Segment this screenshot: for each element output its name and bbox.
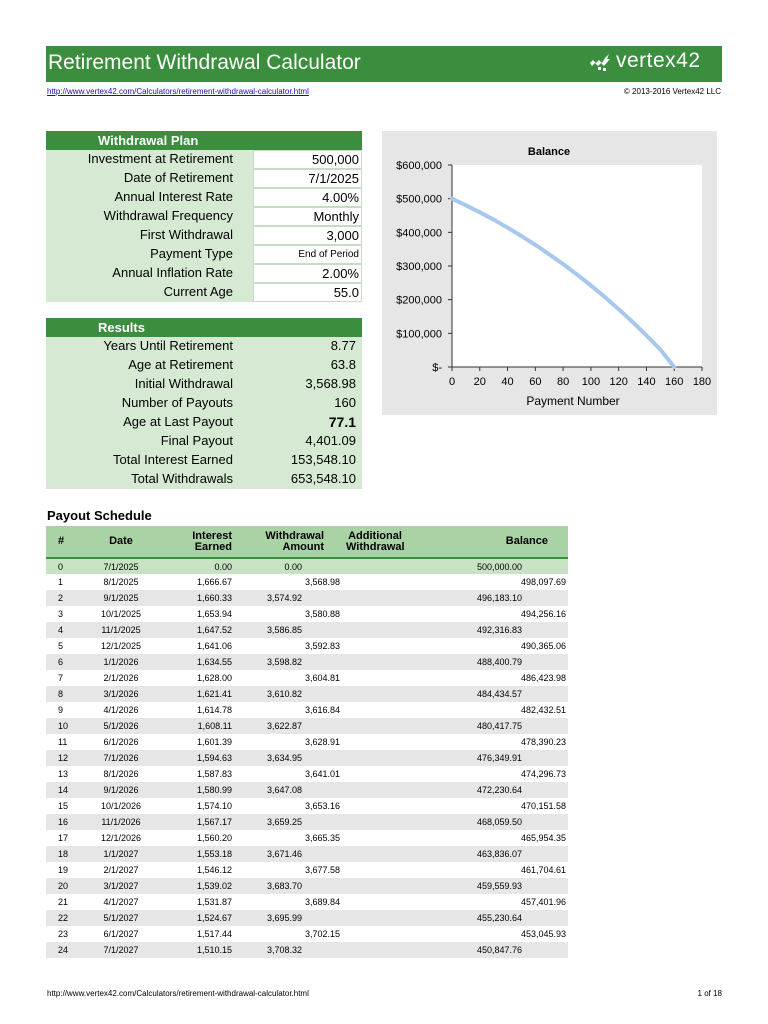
x-tick-label: 140: [637, 376, 656, 388]
balance-chart: [382, 131, 717, 415]
investment-row: [46, 150, 362, 169]
table-row: [46, 670, 568, 686]
row-interest: 1,647.52: [154, 622, 238, 638]
row-additional: [342, 670, 408, 686]
row-number: 20: [46, 878, 88, 894]
calculator-url-link[interactable]: http://www.vertex42.com/Calculators/retirement-withdrawal-calculator.html: [47, 87, 309, 96]
y-tick-label: $500,000: [396, 193, 442, 206]
row-date: 11/1/2026: [88, 814, 154, 830]
row-withdrawal: 3,647.08: [238, 782, 342, 798]
row-date: 12/1/2025: [100, 641, 142, 651]
row-date: 6/1/2027: [103, 929, 139, 939]
copyright-notice: © 2013-2016 Vertex42 LLC: [623, 87, 721, 96]
row-additional: [342, 894, 408, 910]
interest-rate-input[interactable]: 4.00%: [253, 188, 362, 207]
col-date-header: Date: [88, 526, 154, 558]
row-additional: [342, 654, 408, 670]
row-withdrawal: 3,580.88: [304, 609, 340, 619]
first-withdrawal-row: [46, 226, 362, 245]
row-withdrawal: 3,695.99: [238, 910, 342, 926]
row-additional: [342, 606, 408, 622]
row-balance: 463,836.07: [408, 846, 568, 862]
x-tick-label: 180: [692, 376, 712, 388]
row-number: 7: [58, 673, 64, 683]
payment-type-label: Payment Type: [150, 246, 233, 261]
row-withdrawal: 3,616.84: [304, 705, 340, 715]
row-number: 24: [46, 942, 88, 958]
table-row: [46, 750, 568, 766]
row-additional: [342, 574, 408, 590]
row-balance: 465,954.35: [520, 833, 566, 843]
row-balance: 459,559.93: [408, 878, 568, 894]
row-interest: 1,574.10: [196, 801, 232, 811]
x-tick-label: 100: [581, 376, 601, 388]
row-date: 10/1/2025: [100, 609, 142, 619]
row-withdrawal: 3,677.58: [304, 865, 340, 875]
result-row: [46, 337, 362, 356]
x-tick-label: 80: [556, 376, 570, 388]
row-balance: 498,097.69: [520, 577, 566, 587]
row-number: 22: [46, 910, 88, 926]
payment-type-select[interactable]: End of Period: [253, 245, 362, 264]
row-number: 14: [46, 782, 88, 798]
inflation-rate-input[interactable]: 2.00%: [253, 264, 362, 283]
row-withdrawal: 3,604.81: [304, 673, 340, 683]
row-number: 18: [46, 846, 88, 862]
row-interest: 1,614.78: [196, 705, 232, 715]
result-value: 8.77: [330, 338, 356, 353]
row-number: 19: [58, 865, 69, 875]
table-row: [46, 926, 568, 942]
table-row: [46, 686, 568, 702]
col-balance-header: Balance: [408, 526, 568, 558]
table-row: [46, 910, 568, 926]
result-label: Total Interest Earned: [113, 452, 233, 467]
withdrawal-plan-panel: [46, 131, 362, 302]
page-title: Retirement Withdrawal Calculator: [48, 51, 361, 74]
row-balance: 474,296.73: [520, 769, 566, 779]
result-value: 153,548.10: [290, 452, 356, 467]
table-row: [46, 558, 568, 574]
result-label: Total Withdrawals: [131, 471, 233, 486]
results-header: Results: [46, 318, 362, 337]
result-value-highlight: 77.1: [328, 414, 356, 430]
row-withdrawal: 3,653.16: [304, 801, 340, 811]
row-date: 4/1/2026: [103, 705, 139, 715]
row-interest: 1,653.94: [196, 609, 232, 619]
row-withdrawal: 3,598.82: [238, 654, 342, 670]
schedule-header-row: [46, 526, 568, 558]
y-tick-label: $100,000: [396, 328, 442, 341]
withdrawal-plan-header: Withdrawal Plan: [46, 131, 362, 150]
withdrawal-frequency-label: Withdrawal Frequency: [103, 208, 233, 223]
result-row: [46, 394, 362, 413]
row-interest: 1,666.67: [196, 577, 232, 587]
x-axis-label: Payment Number: [526, 394, 620, 408]
row-withdrawal: 0.00: [238, 558, 342, 574]
row-date: 9/1/2025: [88, 590, 154, 606]
row-number: 9: [58, 705, 64, 715]
result-label: Years Until Retirement: [103, 338, 233, 353]
current-age-row: [46, 283, 362, 302]
row-balance: 461,704.61: [520, 865, 566, 875]
row-withdrawal: 3,568.98: [304, 577, 340, 587]
results-panel: [46, 318, 362, 489]
row-additional: [342, 750, 408, 766]
row-additional: [342, 782, 408, 798]
result-label: Number of Payouts: [121, 395, 233, 410]
table-row: [46, 894, 568, 910]
result-row: [46, 451, 362, 470]
row-interest: 1,567.17: [154, 814, 238, 830]
row-date: 6/1/2026: [103, 737, 139, 747]
row-balance: 453,045.93: [520, 929, 566, 939]
table-row: [46, 702, 568, 718]
row-number: 4: [46, 622, 88, 638]
row-additional: [342, 766, 408, 782]
table-row: [46, 734, 568, 750]
table-row: [46, 814, 568, 830]
result-label: Final Payout: [160, 433, 233, 448]
row-balance: 486,423.98: [520, 673, 566, 683]
investment-label: Investment at Retirement: [87, 151, 233, 166]
payout-schedule-title: Payout Schedule: [47, 508, 152, 523]
row-additional: [342, 638, 408, 654]
row-withdrawal: 3,634.95: [238, 750, 342, 766]
logo-mark-icon: [588, 54, 612, 74]
retirement-date-input[interactable]: 7/1/2025: [253, 169, 362, 188]
y-tick-label: $400,000: [396, 227, 442, 240]
table-row: [46, 574, 568, 590]
row-additional: [342, 558, 408, 574]
inflation-rate-label: Annual Inflation Rate: [112, 265, 233, 280]
row-interest: 1,510.15: [154, 942, 238, 958]
row-number: 12: [46, 750, 88, 766]
row-number: 5: [58, 641, 64, 651]
current-age-input[interactable]: 55.0: [253, 283, 362, 302]
result-value: 4,401.09: [305, 433, 356, 448]
col-withdrawal-header: Withdrawal Amount: [238, 526, 342, 558]
row-withdrawal: 3,665.35: [304, 833, 340, 843]
row-interest: 1,634.55: [154, 654, 238, 670]
page-number: 1 of 18: [697, 989, 722, 998]
row-interest: 1,560.20: [196, 833, 232, 843]
row-number: 2: [46, 590, 88, 606]
table-row: [46, 782, 568, 798]
table-row: [46, 766, 568, 782]
row-balance: 468,059.50: [408, 814, 568, 830]
row-additional: [342, 814, 408, 830]
table-row: [46, 830, 568, 846]
row-additional: [342, 718, 408, 734]
row-additional: [342, 830, 408, 846]
row-balance: 480,417.75: [408, 718, 568, 734]
retirement-date-row: [46, 169, 362, 188]
row-withdrawal: 3,708.32: [238, 942, 342, 958]
table-row: [46, 622, 568, 638]
row-interest: 1,531.87: [196, 897, 232, 907]
row-number: 0: [46, 558, 88, 574]
row-additional: [342, 798, 408, 814]
first-withdrawal-label: First Withdrawal: [139, 227, 233, 242]
row-interest: 1,553.18: [154, 846, 238, 862]
row-date: 9/1/2026: [88, 782, 154, 798]
row-interest: 1,641.06: [196, 641, 232, 651]
row-additional: [342, 926, 408, 942]
row-number: 3: [58, 609, 64, 619]
col-interest-header: Interest Earned: [154, 526, 238, 558]
row-number: 16: [46, 814, 88, 830]
row-date: 11/1/2025: [88, 622, 154, 638]
col-additional-header: Additional Withdrawal: [342, 526, 408, 558]
row-date: 12/1/2026: [100, 833, 142, 843]
result-row: [46, 356, 362, 375]
row-withdrawal: 3,641.01: [304, 769, 340, 779]
row-date: 1/1/2026: [88, 654, 154, 670]
result-value: 653,548.10: [290, 471, 356, 486]
row-interest: 1,539.02: [154, 878, 238, 894]
row-additional: [342, 702, 408, 718]
first-withdrawal-input[interactable]: 3,000: [253, 226, 362, 245]
result-label: Age at Last Payout: [123, 414, 233, 429]
row-date: 4/1/2027: [103, 897, 139, 907]
x-tick-label: 0: [448, 376, 456, 388]
row-interest: 1,628.00: [196, 673, 232, 683]
row-date: 7/1/2026: [88, 750, 154, 766]
row-date: 7/1/2025: [88, 558, 154, 574]
x-tick-label: 160: [665, 376, 684, 388]
row-date: 5/1/2027: [88, 910, 154, 926]
x-tick-label: 120: [609, 376, 628, 388]
result-label: Age at Retirement: [128, 357, 233, 372]
table-row: [46, 878, 568, 894]
payment-type-row: [46, 245, 362, 264]
table-row: [46, 862, 568, 878]
table-row: [46, 798, 568, 814]
x-tick-label: 60: [529, 376, 542, 388]
row-date: 3/1/2027: [88, 878, 154, 894]
interest-rate-label: Annual Interest Rate: [114, 189, 233, 204]
row-interest: 0.00: [154, 558, 238, 574]
row-number: 8: [46, 686, 88, 702]
row-withdrawal: 3,574.92: [238, 590, 342, 606]
interest-rate-row: [46, 188, 362, 207]
row-number: 21: [58, 897, 69, 907]
row-additional: [342, 862, 408, 878]
retirement-date-label: Date of Retirement: [123, 170, 233, 185]
row-additional: [342, 734, 408, 750]
row-balance: 482,432.51: [520, 705, 566, 715]
row-balance: 450,847.76: [408, 942, 568, 958]
row-date: 1/1/2027: [88, 846, 154, 862]
x-tick-label: 20: [473, 376, 486, 388]
row-interest: 1,621.41: [154, 686, 238, 702]
row-balance: 496,183.10: [408, 590, 568, 606]
withdrawal-frequency-row: [46, 207, 362, 226]
row-interest: 1,608.11: [154, 718, 238, 734]
row-balance: 492,316.83: [408, 622, 568, 638]
row-date: 2/1/2026: [103, 673, 139, 683]
table-row: [46, 846, 568, 862]
row-date: 8/1/2026: [103, 769, 139, 779]
row-balance: 488,400.79: [408, 654, 568, 670]
row-withdrawal: 3,671.46: [238, 846, 342, 862]
row-date: 2/1/2027: [103, 865, 139, 875]
row-withdrawal: 3,659.25: [238, 814, 342, 830]
row-number: 13: [58, 769, 69, 779]
row-date: 7/1/2027: [88, 942, 154, 958]
row-withdrawal: 3,610.82: [238, 686, 342, 702]
result-row: [46, 432, 362, 451]
title-bar: [46, 46, 722, 82]
logo-text: vertex42: [616, 49, 701, 72]
inflation-rate-row: [46, 264, 362, 283]
row-additional: [342, 686, 408, 702]
row-interest: 1,580.99: [154, 782, 238, 798]
row-balance: 484,434.57: [408, 686, 568, 702]
table-row: [46, 638, 568, 654]
table-row: [46, 718, 568, 734]
row-number: 6: [46, 654, 88, 670]
row-interest: 1,601.39: [196, 737, 232, 747]
row-number: 15: [58, 801, 69, 811]
row-interest: 1,594.63: [154, 750, 238, 766]
result-row: [46, 375, 362, 394]
row-number: 23: [58, 929, 69, 939]
table-row: [46, 606, 568, 622]
withdrawal-frequency-select[interactable]: Monthly: [253, 207, 362, 226]
row-withdrawal: 3,683.70: [238, 878, 342, 894]
row-date: 10/1/2026: [100, 801, 142, 811]
result-row: [46, 470, 362, 489]
row-interest: 1,517.44: [196, 929, 232, 939]
row-balance: 476,349.91: [408, 750, 568, 766]
row-date: 3/1/2026: [88, 686, 154, 702]
row-balance: 457,401.96: [520, 897, 566, 907]
row-additional: [342, 622, 408, 638]
row-additional: [342, 942, 408, 958]
table-row: [46, 590, 568, 606]
row-additional: [342, 846, 408, 862]
table-row: [46, 942, 568, 958]
row-balance: 478,390.23: [520, 737, 566, 747]
row-interest: 1,524.67: [154, 910, 238, 926]
payout-schedule-table: [46, 526, 568, 958]
row-withdrawal: 3,586.85: [238, 622, 342, 638]
table-row: [46, 654, 568, 670]
y-tick-label: $600,000: [396, 160, 442, 172]
row-interest: 1,546.12: [196, 865, 232, 875]
investment-input[interactable]: 500,000: [253, 150, 362, 169]
y-tick-label: $300,000: [396, 261, 442, 273]
row-withdrawal: 3,622.87: [238, 718, 342, 734]
col-num-header: #: [46, 526, 88, 558]
footer-url: http://www.vertex42.com/Calculators/retirement-withdrawal-calculator.html: [47, 989, 309, 998]
row-number: 17: [58, 833, 69, 843]
x-tick-label: 40: [501, 376, 514, 388]
row-date: 8/1/2025: [103, 577, 139, 587]
row-number: 11: [58, 737, 68, 747]
chart-title: Balance: [527, 146, 571, 158]
row-withdrawal: 3,628.91: [304, 737, 340, 747]
row-balance: 500,000.00: [408, 558, 568, 574]
result-value: 160: [334, 395, 356, 410]
result-value: 63.8: [330, 357, 356, 372]
row-number: 10: [46, 718, 88, 734]
row-balance: 472,230.64: [408, 782, 568, 798]
row-balance: 455,230.64: [408, 910, 568, 926]
row-number: 1: [58, 577, 64, 587]
result-value: 3,568.98: [305, 376, 356, 391]
result-label: Initial Withdrawal: [134, 376, 233, 391]
row-withdrawal: 3,689.84: [304, 897, 340, 907]
row-additional: [342, 590, 408, 606]
balance-chart-svg: [382, 131, 717, 415]
row-balance: 490,365.06: [520, 641, 566, 651]
row-balance: 494,256.16: [520, 609, 566, 619]
row-date: 5/1/2026: [88, 718, 154, 734]
row-withdrawal: 3,592.83: [304, 641, 340, 651]
vertex42-logo: [588, 49, 714, 76]
y-tick-label: $-: [432, 362, 442, 374]
row-additional: [342, 878, 408, 894]
result-row: [46, 413, 362, 432]
row-interest: 1,587.83: [196, 769, 232, 779]
y-tick-label: $200,000: [396, 294, 442, 307]
row-additional: [342, 910, 408, 926]
row-withdrawal: 3,702.15: [304, 929, 340, 939]
current-age-label: Current Age: [163, 284, 233, 299]
row-balance: 470,151.58: [520, 801, 566, 811]
plot-area: [452, 165, 702, 367]
row-interest: 1,660.33: [154, 590, 238, 606]
